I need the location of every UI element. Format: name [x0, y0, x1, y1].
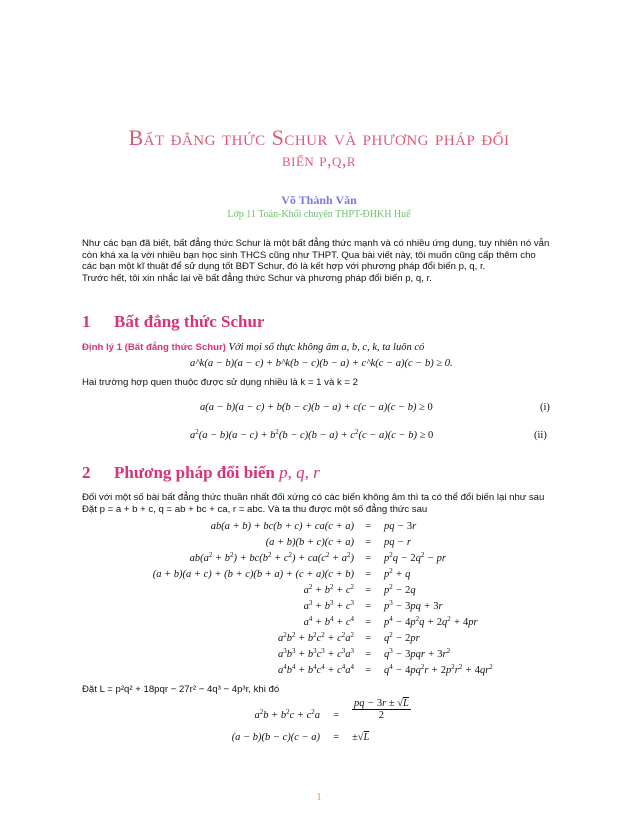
intro-paragraph — [82, 238, 566, 284]
cases-text: Hai trường hợp quen thuộc được sử dụng nhiều là k = 1 và k = 2 — [82, 377, 359, 388]
eq-tag-i: (i) — [540, 402, 550, 413]
affiliation: Lớp 11 Toán-Khối chuyên THPT-ĐHKH Huế — [227, 209, 411, 220]
eq-sign: = — [364, 633, 372, 644]
section-1-heading — [82, 312, 264, 332]
theorem-label: Định lý 1 (Bất đẳng thức Schur) — [82, 342, 226, 353]
title-line-1: Bất đẳng thức Schur và phương pháp đổi — [128, 125, 510, 150]
author: Võ Thành Văn — [281, 193, 357, 207]
schur-k2: $a^2(a - b)(a - c) + b^2(b - c)(b - a) + c^2(c - a)(c - b) \ge 0$ — [190, 428, 434, 441]
eq-sign: = — [364, 585, 372, 596]
section-1-number: 1 — [82, 312, 91, 331]
section-2-heading — [82, 463, 320, 483]
eq-tag-ii: (ii) — [534, 430, 547, 441]
section-2-number: 2 — [82, 463, 91, 482]
schur-k1: a(a − b)(a − c) + b(b − c)(b − a) + c(c − a)(c − b) ≥ 0 — [200, 402, 433, 413]
section-2-title: Phương pháp đổi biến — [114, 463, 275, 482]
schur-general-inequality: a^k(a − b)(a − c) + b^k(b − c)(b − a) + c^k(c − a)(c − b) ≥ 0. — [190, 358, 453, 369]
eq-sign: = — [332, 732, 340, 743]
theorem-text: Với mọi số thực không âm a, b, c, k, ta luôn có — [228, 342, 425, 353]
section-2-intro — [82, 492, 566, 515]
eq-sign: = — [364, 537, 372, 548]
theorem — [82, 342, 424, 353]
eq-sign: = — [364, 649, 372, 660]
eq-sign: = — [364, 521, 372, 532]
intro-line-3: các bạn một kĩ thuật để sử dụng tốt BĐT Schur, đó là kết hợp với phương pháp đổi biến p, q, r. — [82, 261, 486, 273]
eq-sign: = — [364, 617, 372, 628]
intro-line-2: còn khá xa lạ với nhiều bạn học sinh THCS cũng như THPT. Qua bài viết này, tôi muốn cũng cấp thêm cho — [82, 249, 536, 261]
sec2-line-1: Đối với một số bài bất đẳng thức thuần nhất đối xứng có các biến không âm thì ta có thể đổi biến lại như sau — [82, 492, 545, 503]
section-1-title: Bất đẳng thức Schur — [114, 312, 265, 331]
eq-sign: = — [364, 665, 372, 676]
title-line-2: biến p,q,r — [281, 150, 357, 170]
eq-sign: = — [364, 601, 372, 612]
L-definition: Đặt L = p²q² + 18pqr − 27r² − 4q³ − 4p³r, khi đó — [82, 684, 280, 695]
eq-sign: = — [364, 553, 372, 564]
pqr-identities: ab(a + b) + bc(b + c) + ca(c + a) = pq − 3r (a + b)(b + c)(c + a) = pq − r $ab(a^2 + b^2) + bc(b^2 + c^2) + ca(c^2 + a^2)$ = $p^2q - 2q^2$ − pr (a + b)(a + c) + (b + c)(b + a) + (c + a)(c + b) = $p^2 + q$ $a^2 + b^2 + c^2$ = $p^2 - 2q$ $a^3 + b^3 + c^3$ = $p^3 - 3pq + 3r$ $a^4 + b^4 + c^4$ = $p^4 - 4p^2q + 2q^2 + 4pr$ $a^2b^2 + b^2c^2 + c^2a^2$ = $q^2 - 2pr$ $a^3b^3 + b^3c^3 + c^3a^3$ = $q^3 - 3pqr + 3r^2$ $a^4b^4 + b^4c^4 + c^4a^4$ = $q^4 - 4pq^2r + 2p^2r^2 + 4qr^2$ — [152, 521, 493, 676]
intro-line-4: Trước hết, tôi xin nhắc lại về bất đẳng thức Schur và phương pháp đổi biến p, q, r. — [82, 272, 432, 284]
eq-sign: = — [364, 569, 372, 580]
sec2-line-2: Đặt p = a + b + c, q = ab + bc + ca, r = abc. Và ta thu được một số đẳng thức sau — [82, 503, 428, 515]
eq-sign: = — [332, 710, 340, 721]
intro-line-1: Như các bạn đã biết, bất đẳng thức Schur là một bất đẳng thức mạnh và có nhiều ứng dụng, tuy nhiên nó vẫn — [82, 238, 550, 249]
L-identities: $a^2b + b^2c + c^2a$ = $\frac{pq - 3r \pm √L}{2}$ (a − b)(b − c)(c − a) = ±√L — [231, 698, 409, 743]
page-number: 1 — [316, 792, 322, 803]
section-2-vars: p, q, r — [279, 463, 320, 482]
